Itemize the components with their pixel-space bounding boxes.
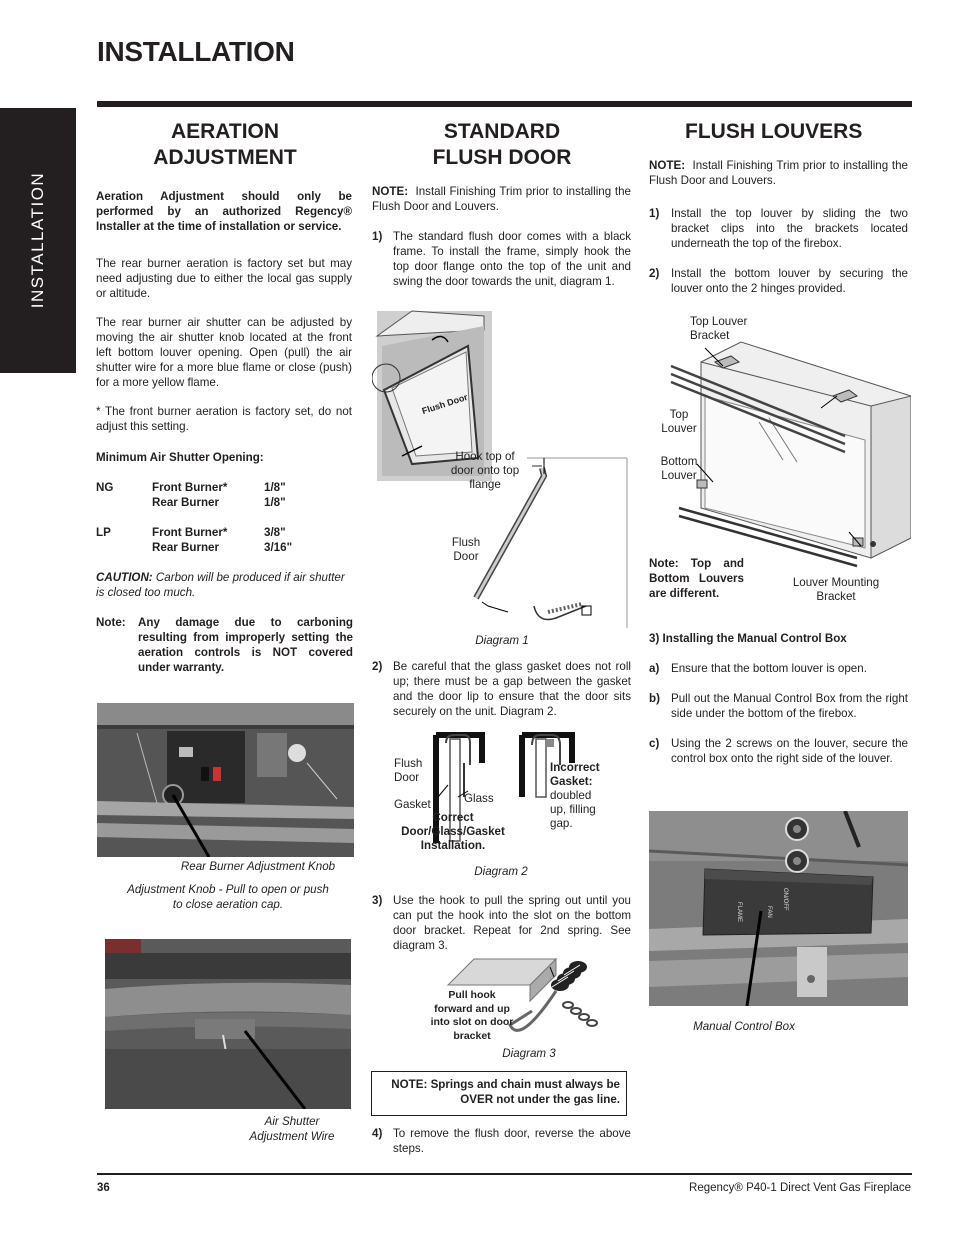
step-text: Install the bottom louver by securing the louver onto the 2 hinges provided. xyxy=(671,267,908,295)
step-text: Pull out the Manual Control Box from the right side under the bottom of the firebox. xyxy=(671,692,908,720)
step-text: Install the top louver by sliding the two bracket clips into the brackets located underneath the top of the firebox. xyxy=(671,207,908,250)
diagram3-caption: Diagram 3 xyxy=(502,1047,556,1060)
photo1-caption2: Adjustment Knob - Pull to open or push to close aeration cap. xyxy=(127,883,329,911)
gas-type: NG xyxy=(96,481,114,494)
diagram2-caption: Diagram 2 xyxy=(474,865,528,878)
side-tab-label: INSTALLATION xyxy=(28,171,47,309)
page-title: INSTALLATION xyxy=(97,36,295,67)
step-letter: a) xyxy=(649,662,660,675)
flush-door-step-1 xyxy=(372,229,631,304)
burner-name: Front Burner* xyxy=(152,481,228,494)
air-shutter-photo xyxy=(105,939,351,1109)
gas-type: LP xyxy=(96,526,111,539)
diagram2-correct-label: Correct Door/Glass/Gasket Installation. xyxy=(401,811,505,852)
mounting-bracket-label: Louver Mounting Bracket xyxy=(792,576,880,603)
warranty-note: Any damage due to carboning resulting from improperly setting the aeration controls is NOT covered under warranty. xyxy=(138,616,353,674)
control-step-a xyxy=(649,661,908,677)
springs-note: NOTE: Springs and chain must always be OVER not under the gas line. xyxy=(391,1078,620,1106)
flush-door-heading-line1: STANDARD xyxy=(443,120,561,143)
flush-door-note-label: NOTE: xyxy=(372,185,409,198)
aeration-para1: The rear burner aeration is factory set but may need adjusting due to either the local gas supply or altitude. xyxy=(96,257,352,300)
caution-text xyxy=(96,570,354,600)
top-rule xyxy=(97,101,912,107)
louvers-note xyxy=(649,158,908,188)
aeration-heading xyxy=(97,119,353,171)
flush-door-step-4 xyxy=(372,1126,631,1158)
bottom-rule xyxy=(97,1173,912,1175)
control-box-photo xyxy=(649,811,908,1006)
diagram2-gasket-label: Gasket xyxy=(394,798,431,811)
louvers-note-body: Install Finishing Trim prior to installing the Flush Door and Louvers. xyxy=(649,159,908,187)
step-text: Using the 2 screws on the louver, secure the control box onto the right side of the louver. xyxy=(671,737,908,765)
top-bracket-label: Top Louver Bracket xyxy=(690,315,748,342)
step-text: The standard flush door comes with a black frame. To install the frame, simply hook the top door flange onto the top of the unit and swing the door towards the unit, diagram 1. xyxy=(393,230,631,288)
step-number: 1) xyxy=(649,207,660,220)
step-text: Be careful that the glass gasket does not roll up; there must be a gap between the gasket and the door lip to ensure that the door sits securely on the unit. Diagram 2. xyxy=(393,660,631,718)
control-label-flame: FLAME xyxy=(736,902,742,923)
step-letter: c) xyxy=(649,737,660,750)
photo1-caption1: Rear Burner Adjustment Knob xyxy=(180,860,336,873)
diagram2-incorrect-text: doubled up, filling gap. xyxy=(550,789,596,830)
diagram1-caption: Diagram 1 xyxy=(475,634,529,647)
caution-label: CAUTION: xyxy=(96,571,153,584)
aeration-para2: The rear burner air shutter can be adjusted by moving the air shutter knob located at the front left bottom louver opening. Open (pull) the air shutter wire for a more blue flame or close (push) for a more yellow flame. xyxy=(96,316,352,389)
control-step-b xyxy=(649,691,908,723)
burner-name: Rear Burner xyxy=(152,496,220,509)
louvers-step-1 xyxy=(649,206,908,251)
flush-door-step-3 xyxy=(372,893,631,953)
shutter-value: 1/8" xyxy=(264,496,286,509)
aeration-para3: * The front burner aeration is factory set, do not adjust this setting. xyxy=(96,405,352,433)
step-letter: b) xyxy=(649,692,660,705)
springs-note-box xyxy=(371,1071,627,1116)
burner-name: Front Burner* xyxy=(152,526,228,539)
footer-product: Regency® P40-1 Direct Vent Gas Fireplace xyxy=(689,1182,911,1194)
diagram2-incorrect-label: Incorrect Gasket: xyxy=(550,761,600,788)
diagram2-glass-label: Glass xyxy=(464,792,494,805)
flush-louvers-heading: FLUSH LOUVERS xyxy=(685,120,863,143)
min-shutter-heading: Minimum Air Shutter Opening: xyxy=(96,451,264,464)
control-box-heading: 3) Installing the Manual Control Box xyxy=(649,632,847,645)
control-label-onoff: ON/OFF xyxy=(782,888,788,911)
shutter-value: 3/8" xyxy=(264,526,286,539)
side-tab xyxy=(0,108,76,373)
flush-door-heading xyxy=(372,119,632,171)
control-box-caption: Manual Control Box xyxy=(693,1020,795,1033)
step-number: 3) xyxy=(372,894,383,907)
step-text: To remove the flush door, reverse the above steps. xyxy=(393,1127,631,1155)
step-number: 2) xyxy=(649,267,660,280)
caution-body: Carbon will be produced if air shutter is closed too much. xyxy=(96,571,345,599)
bottom-louver-label: Bottom Louver xyxy=(660,455,698,482)
aeration-warning: Aeration Adjustment should only be performed by an authorized Regency® Installer at the time of installation or service. xyxy=(96,190,352,233)
rear-burner-photo xyxy=(97,703,354,857)
step-text: Ensure that the bottom louver is open. xyxy=(671,662,867,675)
shutter-value: 3/16" xyxy=(264,541,293,554)
flush-door-step-2 xyxy=(372,659,631,719)
louvers-step-2 xyxy=(649,266,908,296)
photo2-caption: Air Shutter Adjustment Wire xyxy=(249,1115,335,1143)
step-text: Use the hook to pull the spring out until you can put the hook into the slot on the bottom door bracket. Repeat for 2nd spring. See diagram 3. xyxy=(393,894,631,952)
flush-door-note xyxy=(372,184,631,214)
aeration-heading-line1: AERATION xyxy=(170,120,280,143)
aeration-heading-line2: ADJUSTMENT xyxy=(153,146,297,169)
control-label-fan: FAN xyxy=(766,906,772,918)
shutter-value: 1/8" xyxy=(264,481,286,494)
louvers-different-note: Note: Top and Bottom Louvers are different. xyxy=(649,557,744,600)
diagram1-door-label: Flush Door xyxy=(420,391,469,417)
page-number: 36 xyxy=(97,1182,110,1194)
diagram2-flush-label xyxy=(394,757,430,785)
burner-name: Rear Burner xyxy=(152,541,220,554)
note-label: Note: xyxy=(96,616,126,629)
diagram3-label: Pull hook forward and up into slot on door bracket xyxy=(430,989,514,1042)
step-number: 1) xyxy=(372,230,383,243)
diagram1-hook-label: Hook top of door onto top flange xyxy=(450,450,520,491)
control-step-c xyxy=(649,736,908,784)
flush-door-heading-line2: FLUSH DOOR xyxy=(432,146,572,169)
louver-diagram xyxy=(649,312,911,574)
step-number: 2) xyxy=(372,660,383,673)
diagram1-flush-label: Flush Door xyxy=(451,536,481,563)
flush-door-word: Flush Door xyxy=(394,757,423,784)
flush-door-note-body: Install Finishing Trim prior to installing the Flush Door and Louvers. xyxy=(372,185,631,213)
top-louver-label: Top Louver xyxy=(661,408,697,435)
louvers-note-label: NOTE: xyxy=(649,159,686,172)
step-number: 4) xyxy=(372,1127,383,1140)
